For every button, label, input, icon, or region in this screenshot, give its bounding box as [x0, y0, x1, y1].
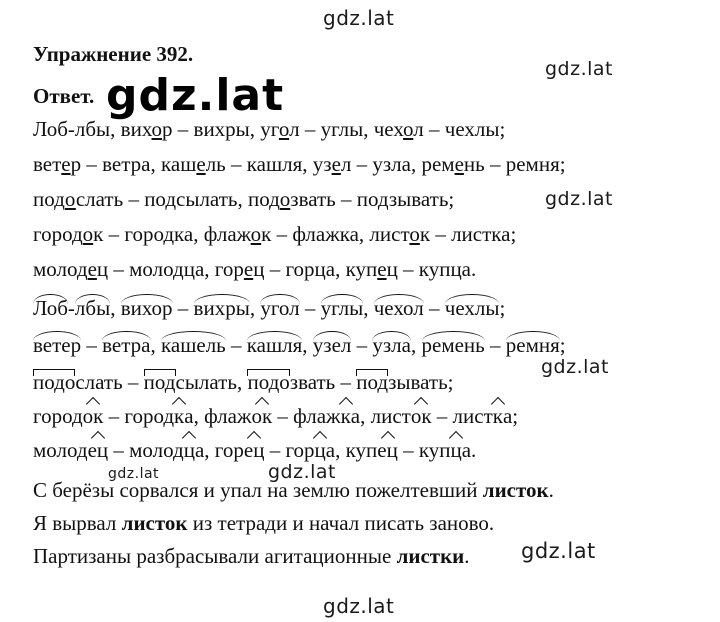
- sentence-2: Я вырвал листок из тетради и начал писать заново.: [33, 511, 495, 535]
- exercise-title: Упражнение 392.: [33, 42, 194, 66]
- plain-line-3: [33, 187, 454, 212]
- marked-line-3: подослать – подсылать, подозвать – подзывать;: [33, 370, 454, 394]
- text-segment: к – флажка, лист: [261, 222, 410, 246]
- marked-line-4: городок – городка, флажок – флажка, листок – листка;: [33, 404, 519, 428]
- text-segment: нь – ремня;: [463, 152, 566, 176]
- text-segment: р – вихры, уг: [162, 117, 279, 141]
- unstressed-vowel: о: [409, 222, 420, 246]
- unstressed-vowel: о: [64, 187, 76, 211]
- watermark-mid-2: gdz.lat: [268, 461, 337, 483]
- watermark-top: gdz.lat: [323, 6, 395, 30]
- plain-line-5: [33, 257, 476, 282]
- watermark-mid-1: gdz.lat: [108, 466, 160, 482]
- text-segment: ль – кашля, уз: [205, 152, 332, 176]
- sentence-3: Партизаны разбрасывали агитационные листки.: [33, 544, 470, 568]
- text-segment: под: [33, 187, 65, 211]
- unstressed-vowel: е: [87, 257, 97, 281]
- watermark-right-2: gdz.lat: [545, 188, 614, 210]
- watermark-right-1: gdz.lat: [545, 58, 614, 80]
- text-segment: л – узла, рем: [340, 152, 455, 176]
- watermark-bottom: gdz.lat: [323, 594, 395, 618]
- text-segment: к – листка;: [419, 222, 517, 246]
- text-segment: ц – купца.: [386, 257, 477, 281]
- text-segment: город: [33, 222, 83, 246]
- text-segment: молод: [33, 257, 88, 281]
- text-segment: л – чехлы;: [413, 117, 506, 141]
- unstressed-vowel: е: [61, 152, 71, 176]
- unstressed-vowel: о: [278, 117, 290, 141]
- text-segment: ц – горца, куп: [253, 257, 378, 281]
- answer-label: Ответ.: [33, 84, 95, 108]
- unstressed-vowel: е: [243, 257, 254, 281]
- plain-line-1: [33, 117, 505, 142]
- unstressed-vowel: о: [403, 117, 414, 141]
- watermark-large: gdz.lat: [106, 70, 285, 121]
- text-segment: слать – подсылать, под: [75, 187, 280, 211]
- text-segment: ц – молодца, гор: [96, 257, 244, 281]
- unstressed-vowel: е: [454, 152, 464, 176]
- unstressed-vowel: е: [331, 152, 341, 176]
- watermark-right-3: gdz.lat: [541, 356, 610, 378]
- unstressed-vowel: о: [82, 222, 94, 246]
- text-segment: Лоб-лбы, вих: [33, 117, 152, 141]
- text-segment: вет: [33, 152, 62, 176]
- marked-line-2: ветер – ветра, кашель – кашля, узел – узла, ремень – ремня;: [33, 333, 566, 357]
- unstressed-vowel: о: [279, 187, 291, 211]
- unstressed-vowel: о: [250, 222, 262, 246]
- unstressed-vowel: о: [151, 117, 163, 141]
- text-segment: л – углы, чех: [289, 117, 404, 141]
- watermark-right-4: gdz.lat: [521, 539, 596, 563]
- marked-line-5: молодец – молодца, горец – горца, купец – купца.: [33, 438, 477, 462]
- text-segment: р – ветра, каш: [70, 152, 197, 176]
- plain-line-4: [33, 222, 516, 247]
- unstressed-vowel: е: [377, 257, 387, 281]
- plain-line-2: [33, 152, 566, 177]
- text-segment: звать – подзывать;: [290, 187, 455, 211]
- sentence-1: С берёзы сорвался и упал на землю пожелтевший листок.: [33, 478, 554, 502]
- unstressed-vowel: е: [196, 152, 206, 176]
- text-segment: к – городка, флаж: [93, 222, 251, 246]
- marked-line-1: Лоб-лбы, вихор – вихры, угол – углы, чехол – чехлы;: [33, 296, 506, 320]
